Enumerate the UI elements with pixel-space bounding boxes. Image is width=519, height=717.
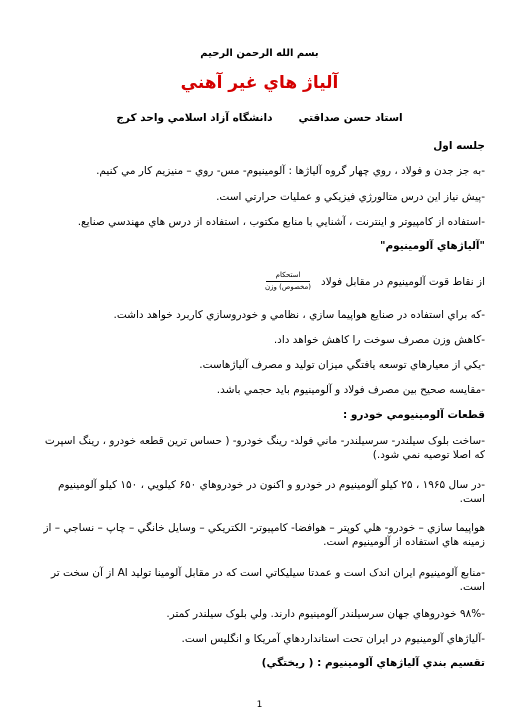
aluminum-line: -که براي استفاده در صنايع هواپيما سازي ، نظامي و خودروسازي کاربرد خواهد داشت. bbox=[113, 309, 485, 321]
fraction-bar bbox=[266, 281, 310, 282]
formula-text: از نقاط قوت آلومينيوم در مقابل فولاد bbox=[321, 275, 485, 288]
fraction bbox=[265, 271, 311, 292]
fraction-numerator: استحکام bbox=[275, 271, 301, 279]
parts-paragraph: -۹۸% خودروهاي جهان سرسيلندر آلومينيوم دارند. ولي بلوک سيلندر کمتر. bbox=[166, 608, 485, 620]
parts-paragraph: -منابع آلومينيوم ايران اندک است و عمدتا سيليکاتي است که در مقابل آلومينا توليد Al از آن سخت تر است. bbox=[51, 567, 485, 593]
aluminum-line: -مقايسه صحيح بين مصرف فولاد و آلومينيوم بايد حجمي باشد. bbox=[216, 384, 485, 396]
session-heading: جلسه اول bbox=[433, 140, 485, 152]
section-heading-classification: تقسيم بندي آلياژهاي آلومينيوم : ( ريختگي) bbox=[261, 657, 485, 669]
university-name: دانشگاه آزاد اسلامي واحد کرج bbox=[116, 112, 273, 124]
section-heading-car-parts: قطعات آلومينيومي خودرو : bbox=[343, 409, 485, 421]
aluminum-line: -يکي از معيارهاي توسعه يافتگي ميزان توليد و مصرف آلياژهاست. bbox=[199, 359, 485, 371]
instructor-name: استاد حسن صداقتي bbox=[298, 112, 403, 124]
section-heading-aluminum-alloys: "آلياژهاي آلومينيوم" bbox=[379, 240, 485, 252]
author-line bbox=[0, 112, 519, 124]
parts-paragraph: -ساخت بلوک سيلندر- سرسيلندر- ماني فولد- رينگ خودرو- ( حساس ترين قطعه خودرو ، رينگ اسپرت که اصلا توصيه نمي شود.) bbox=[44, 435, 485, 461]
strength-to-weight-formula bbox=[265, 271, 485, 292]
bismillah: بسم الله الرحمن الرحيم bbox=[200, 48, 319, 59]
intro-line: -پيش نياز اين درس متالورژي فيزيکي و عمليات حرارتي است. bbox=[216, 191, 485, 203]
intro-line: -استفاده از کامپيوتر و اينترنت ، آشنايي با منابع مکتوب ، استفاده از درس هاي مهندسي صنايع. bbox=[77, 216, 485, 228]
parts-paragraph: هواپيما سازي – خودرو- هلي کوپتر – هوافضا- کامپيوتر- الکتريکي – وسايل خانگي – چاپ – نساجي – از زمينه هاي استفاده از آلومينيوم است. bbox=[43, 522, 485, 548]
fraction-denominator: (مخصوص) وزن bbox=[265, 283, 312, 291]
intro-line: -به جز جدن و فولاد ، روي چهار گروه آلياژها : آلومينيوم- مس- روي – منيزيم کار مي کنيم. bbox=[96, 165, 485, 177]
parts-paragraph: -آلياژهاي آلومينيوم در ايران تحت استانداردهاي آمريکا و انگليس است. bbox=[181, 633, 485, 645]
page-title: آلياژ هاي غير آهني bbox=[180, 73, 339, 93]
aluminum-line: -کاهش وزن مصرف سوخت را کاهش خواهد داد. bbox=[273, 334, 485, 346]
page-number: 1 bbox=[256, 700, 263, 710]
parts-paragraph: -در سال ۱۹۶۵ ، ۲۵ کيلو آلومينيوم در خودرو و اکنون در خودروهاي ۶۵۰ کيلويي ، ۱۵۰ کيلو آلومينيوم است. bbox=[57, 479, 485, 505]
